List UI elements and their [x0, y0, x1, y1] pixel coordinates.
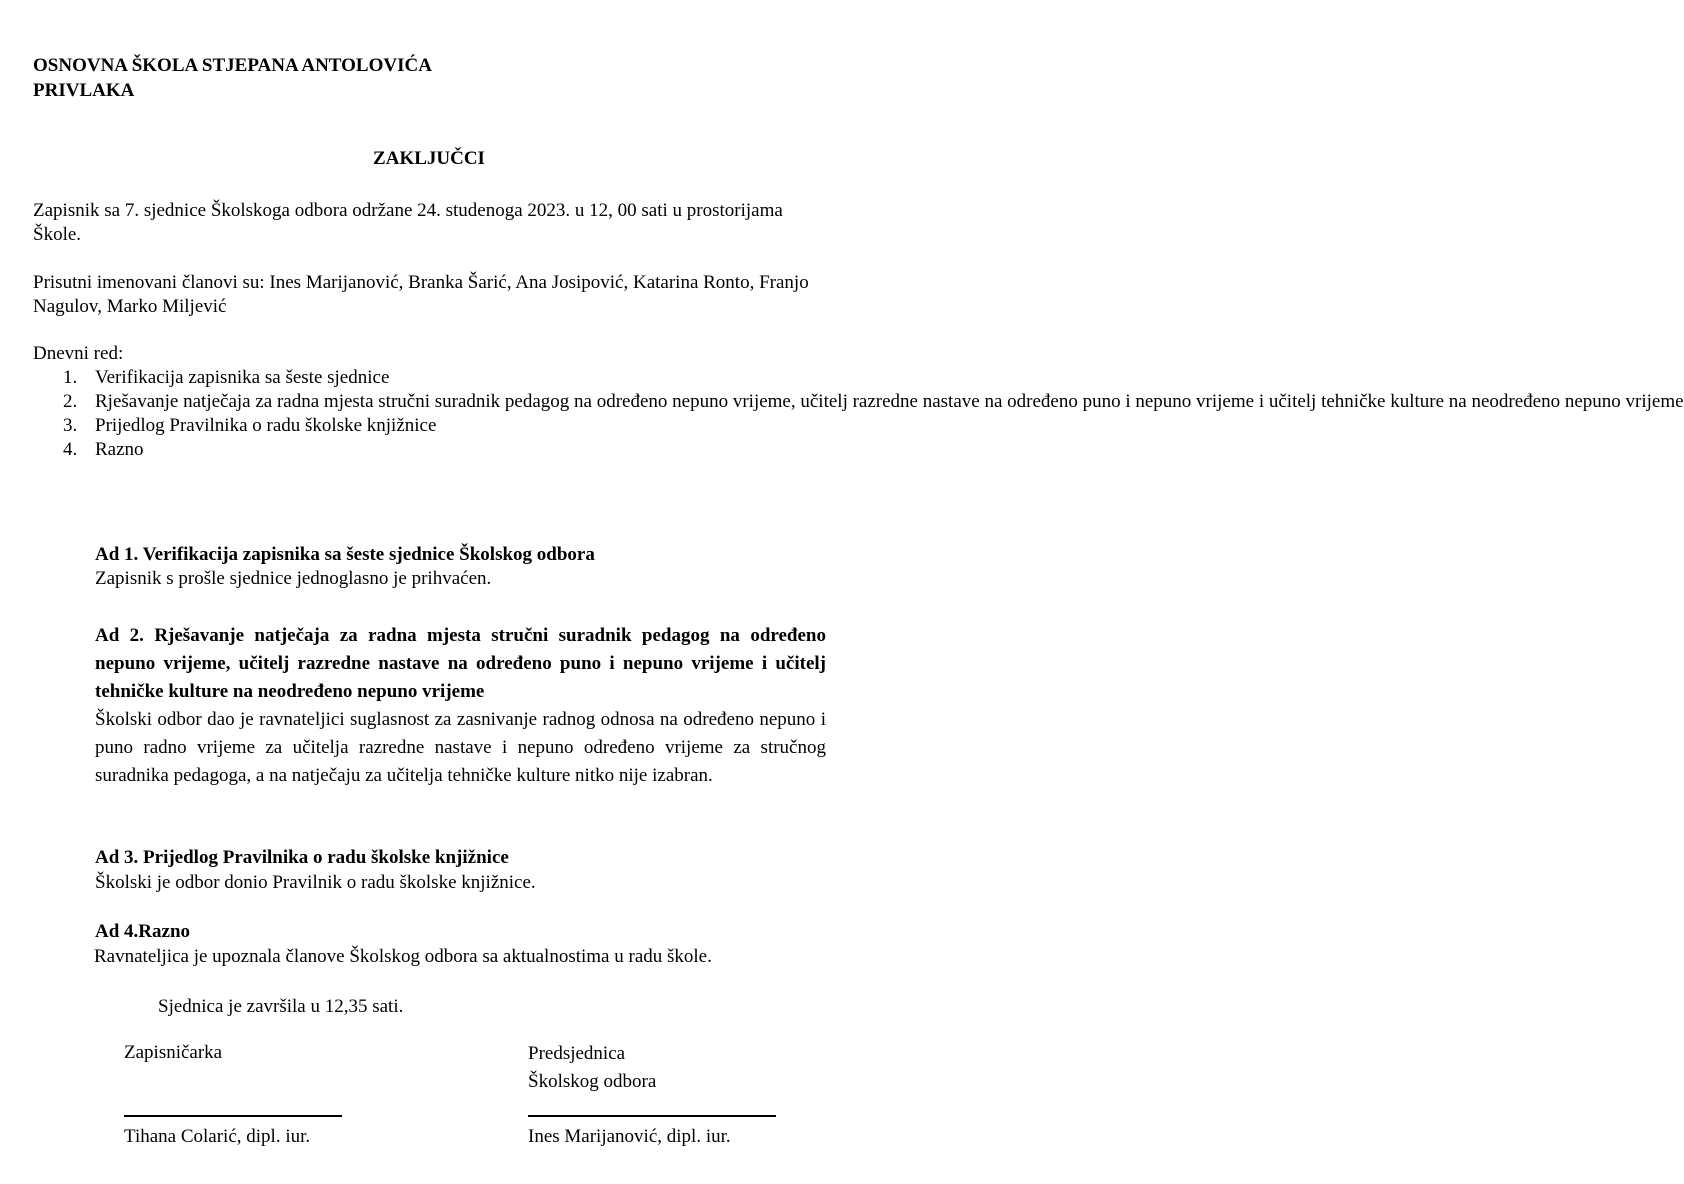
left-signature-role: Zapisničarka	[124, 1042, 223, 1063]
ad-body: Školski je odbor donio Pravilnik o radu školske knjižnice.	[95, 872, 536, 893]
agenda	[33, 342, 1684, 462]
ad-section-4	[94, 919, 854, 969]
intro-paragraph: Zapisnik sa 7. sjednice Školskoga odbora održane 24. studenoga 2023. u 12, 00 sati u prostorijama Škole.	[33, 200, 783, 245]
agenda-list	[33, 366, 1684, 462]
left-signature-line	[124, 1115, 342, 1117]
agenda-item-text: Verifikacija zapisnika sa šeste sjednice	[95, 367, 390, 388]
school-header	[33, 53, 432, 103]
agenda-item-text: Prijedlog Pravilnika o radu školske knjižnice	[95, 415, 437, 436]
agenda-item	[33, 438, 825, 462]
agenda-item-text: Razno	[95, 439, 144, 460]
left-signature-name: Tihana Colarić, dipl. iur.	[124, 1126, 311, 1147]
ad-heading: Ad 1. Verifikacija zapisnika sa šeste sjednice Školskog odbora	[95, 544, 595, 565]
right-signature-role	[528, 1040, 656, 1096]
ad-heading: Ad 4.Razno	[95, 921, 191, 942]
right-role-line-1: Predsjednica	[528, 1043, 626, 1064]
agenda-item	[33, 366, 825, 390]
agenda-item-number: 4.	[63, 439, 78, 460]
ad-body: Školski odbor dao je ravnateljici suglasnost za zasnivanje radnog odnosa na određeno nepuno i puno radno vrijeme za učitelja razredne nastave i nepuno određeno vrijeme za stručnog suradnika pedagoga, a na natječaju za učitelja tehničke kulture nitko nije izabran.	[95, 709, 826, 786]
agenda-item-number: 3.	[63, 415, 78, 436]
ad-section-1	[95, 543, 826, 591]
school-place: PRIVLAKA	[33, 80, 135, 101]
right-role-line-2: Školskog odbora	[528, 1071, 657, 1092]
ad-heading: Ad 2. Rješavanje natječaja za radna mjesta stručni suradnik pedagog na određeno nepuno vrijeme, učitelj razredne nastave na određeno puno i nepuno vrijeme i učitelj tehničke kulture na neodređeno nepuno vrijeme	[95, 625, 826, 702]
ad-section-3	[95, 845, 826, 895]
ad-body: Zapisnik s prošle sjednice jednoglasno je prihvaćen.	[95, 568, 492, 589]
closing-statement: Sjednica je završila u 12,35 sati.	[158, 996, 404, 1017]
school-name: OSNOVNA ŠKOLA STJEPANA ANTOLOVIĆA	[33, 55, 432, 76]
present-members: Prisutni imenovani članovi su: Ines Marijanović, Branka Šarić, Ana Josipović, Katarina Ronto, Franjo Nagulov, Marko Miljević	[33, 272, 809, 317]
agenda-item	[33, 390, 1684, 414]
ad-heading: Ad 3. Prijedlog Pravilnika o radu školske knjižnice	[95, 847, 509, 868]
agenda-item-number: 1.	[63, 367, 78, 388]
ad-section-2	[95, 622, 826, 790]
document-title: ZAKLJUČCI	[373, 148, 485, 169]
right-signature-line	[528, 1115, 776, 1117]
ad-body: Ravnateljica je upoznala članove Školskog odbora sa aktualnostima u radu škole.	[94, 946, 712, 967]
agenda-item-number: 2.	[63, 391, 78, 412]
agenda-item-text: Rješavanje natječaja za radna mjesta stručni suradnik pedagog na određeno nepuno vrijeme, učitelj razredne nastave na određeno puno i nepuno vrijeme i učitelj tehničke kulture na neodređeno nepuno vrijeme	[95, 391, 1684, 412]
right-signature-name: Ines Marijanović, dipl. iur.	[528, 1126, 731, 1147]
agenda-item	[33, 414, 825, 438]
agenda-label: Dnevni red:	[33, 343, 124, 364]
